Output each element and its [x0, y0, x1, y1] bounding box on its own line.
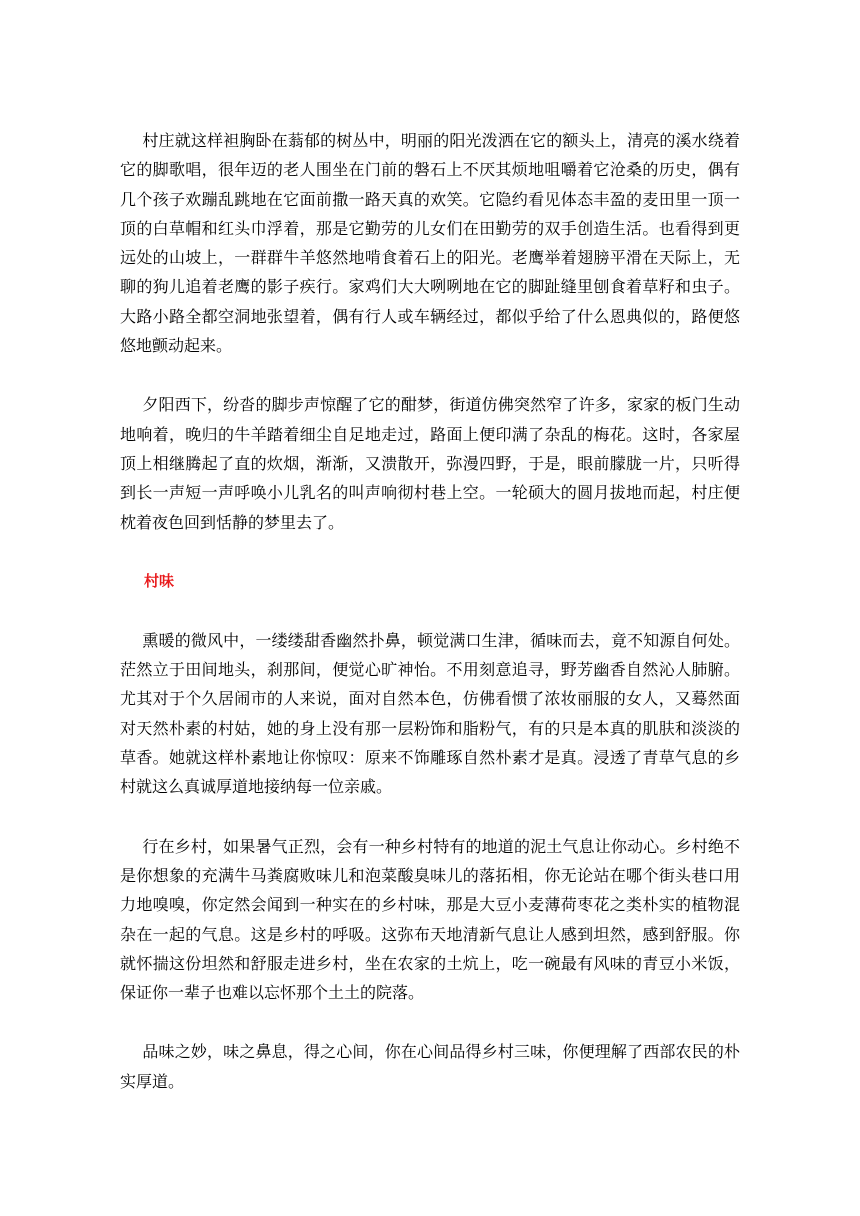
paragraph-gap [120, 596, 740, 626]
paragraph-conclusion: 品味之妙，味之鼻息，得之心间，你在心间品得乡村三味，你便理解了西部农民的朴实厚道。 [120, 1042, 740, 1091]
document-body [120, 126, 740, 1096]
paragraph-gap [120, 360, 740, 390]
paragraph-earth-scent: 行在乡村，如果暑气正烈，会有一种乡村特有的地道的泥土气息让你动心。乡村绝不是你想象的充满牛马粪腐败味儿和泡菜酸臭味儿的落拓相，你无论站在哪个街头巷口用力地嗅嗅，你定然会闻到一种实在的乡村味，那是大豆小麦薄荷枣花之类朴实的植物混杂在一起的气息。这是乡村的呼吸。这弥布天地清新气息让人感到坦然，感到舒服。你就怀揣这份坦然和舒服走进乡村，坐在农家的土炕上，吃一碗最有风味的青豆小米饭，保证你一辈子也难以忘怀那个土土的院落。 [120, 836, 740, 1003]
paragraph-village-day: 村庄就这样袒胸卧在蓊郁的树丛中，明丽的阳光泼洒在它的额头上，清亮的溪水绕着它的脚歌唱，很年迈的老人围坐在门前的磐石上不厌其烦地咀嚼着它沧桑的历史，偶有几个孩子欢蹦乱跳地在它面前撒一路天真的欢笑。它隐约看见体态丰盈的麦田里一顶一顶的白草帽和红头巾浮着，那是它勤劳的儿女们在田勤劳的双手创造生活。也看得到更远处的山坡上，一群群牛羊悠然地啃食着石上的阳光。老鹰举着翅膀平滑在天际上，无聊的狗儿追着老鹰的影子疾行。家鸡们大大咧咧地在它的脚趾缝里刨食着草籽和虫子。大路小路全都空洞地张望着，偶有行人或车辆经过，都似乎给了什么恩典似的，路便悠悠地颤动起来。 [120, 131, 740, 356]
paragraph-gap [120, 802, 740, 832]
paragraph-village-evening: 夕阳西下，纷沓的脚步声惊醒了它的酣梦，街道仿佛突然窄了许多，家家的板门生动地响着，晚归的牛羊踏着细尘自足地走过，路面上便印满了杂乱的梅花。这时，各家屋顶上相继腾起了直的炊烟，渐渐，又溃散开，弥漫四野，于是，眼前朦胧一片，只听得到长一声短一声呼唤小儿乳名的叫声响彻村巷上空。一轮硕大的圆月拔地而起，村庄便枕着夜色回到恬静的梦里去了。 [120, 395, 740, 532]
section-heading: 村味 [144, 571, 175, 590]
paragraph-gap [120, 1007, 740, 1037]
paragraph-fragrance: 熏暖的微风中，一缕缕甜香幽然扑鼻，顿觉满口生津，循味而去，竟不知源自何处。茫然立于田间地头，刹那间，便觉心旷神怡。不用刻意追寻，野芳幽香自然沁人肺腑。尤其对于个久居闹市的人来说，面对自然本色，仿佛看惯了浓妆丽服的女人，又蓦然面对天然朴素的村姑，她的身上没有那一层粉饰和脂粉气，有的只是本真的肌肤和淡淡的草香。她就这样朴素地让你惊叹：原来不饰雕琢自然朴素才是真。浸透了青草气息的乡村就这么真诚厚道地接纳每一位亲戚。 [120, 630, 740, 797]
paragraph-gap [120, 537, 740, 567]
